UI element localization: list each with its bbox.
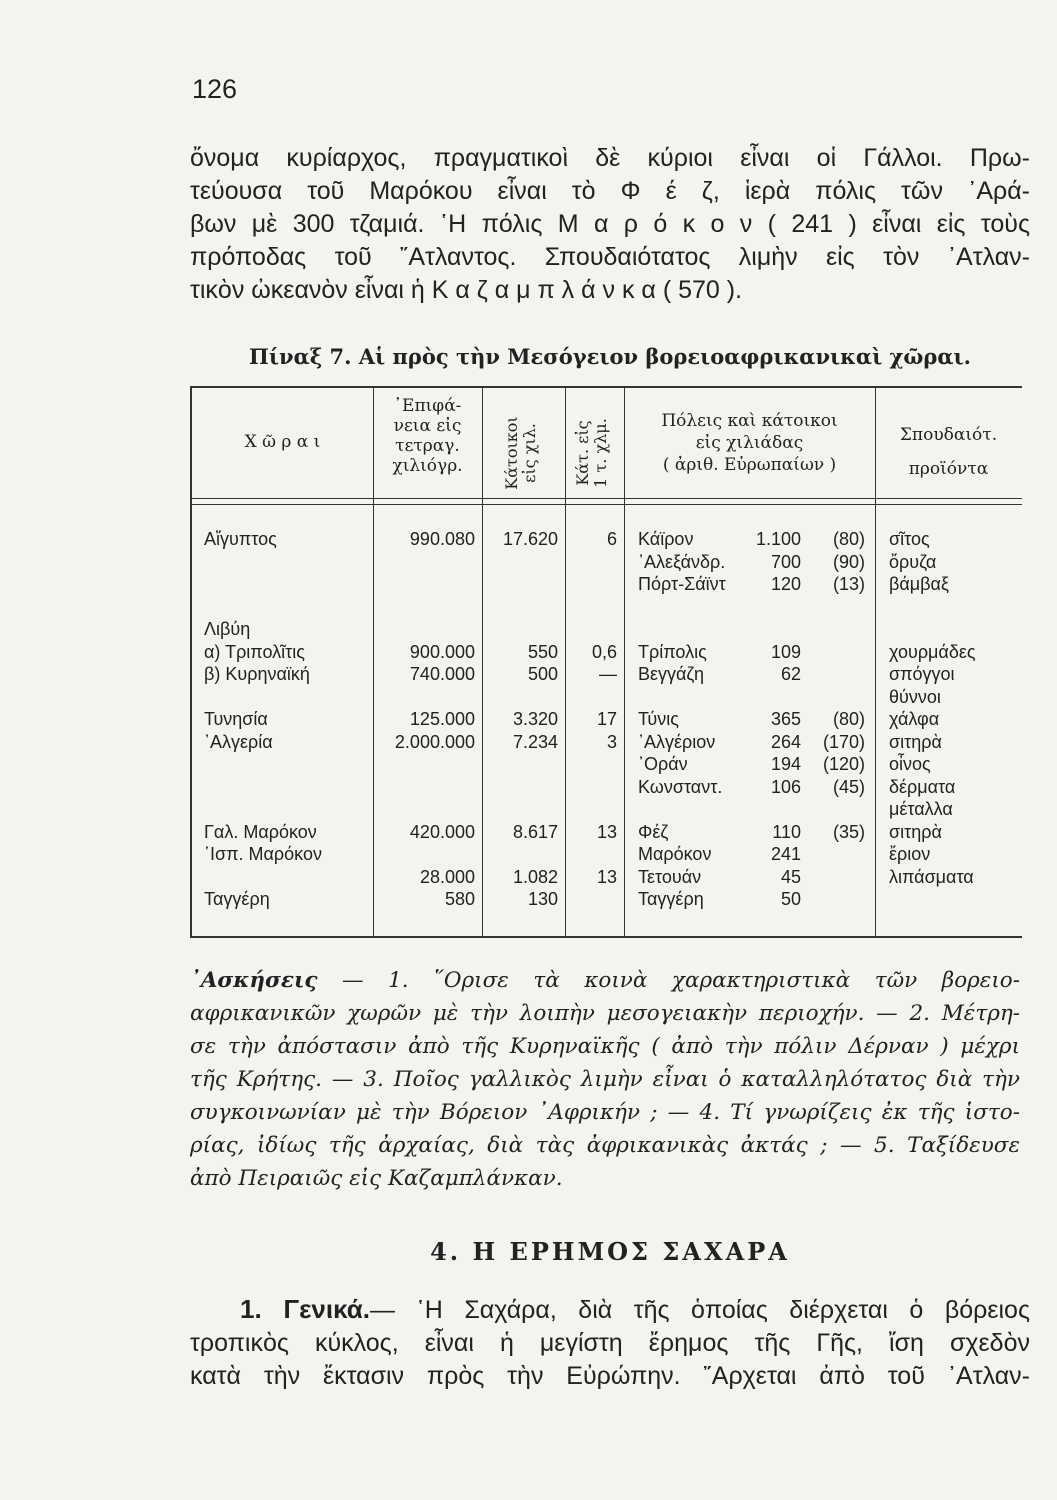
header-population: Κάτοικοι εἰς χιλ. <box>502 416 539 490</box>
city-population-column: 1.100 700 120 109 62 365 264 194 106 110 241 45 50 <box>755 529 801 909</box>
header-area: ᾿Επιφά- νεια εἰς τετραγ. χιλιόγρ. <box>392 396 463 476</box>
country-column: Αἴγυπτος Λιβύη α) Τριπολῖτις β) Κυρηναϊκή Τυνησία ᾿Αλγερία Γαλ. Μαρόκον ῾Ισπ. Μαρόκον Ταγγέρη <box>204 529 322 909</box>
exercise-line: συγκοινωνίαν μὲ τὴν Βόρειον ᾿Αφρικήν ; — 4. Τί γνωρίζεις ἐκ τῆς ἱστο- <box>190 1100 1020 1125</box>
density-column: 6 0,6 — 17 3 13 13 <box>591 529 617 887</box>
area-column: 990.080 900.000 740.000 125.000 2.000.000 420.000 28.000 580 <box>394 529 475 909</box>
exercise-line: ἀπὸ Πειραιῶς εἰς Καζαμπλάνκαν. <box>190 1166 563 1191</box>
population-column: 17.620 550 500 3.320 7.234 8.617 1.082 130 <box>502 529 558 909</box>
exercises-section <box>190 964 1020 1195</box>
header-products: Σπουδαιότ. προϊόντα <box>899 425 998 479</box>
text-line: τικὸν ὠκεανὸν εἶναι ἡ Κ α ζ α μ π λ ά ν κ α ( 570 ). <box>190 276 743 304</box>
paragraph-sahara-intro <box>190 1293 1030 1393</box>
text-line: βων μὲ 300 τζαμιά. ῾Η πόλις Μ α ρ ό κ ο ν ( 241 ) εἶναι εἰς τοὺς <box>190 210 1030 238</box>
paragraph-morocco <box>190 142 1030 307</box>
header-density: Κάτ. εἰς 1 τ. χλμ. <box>573 418 610 488</box>
exercise-line: αφρικανικῶν χωρῶν μὲ τὴν λοιπὴν μεσογειακὴν περιοχήν. — 2. Μέτρη- <box>190 1001 1020 1026</box>
header-cities: Πόλεις καὶ κάτοικοι εἰς χιλιάδας ( ἀριθ. Εὐρωπαίων ) <box>661 411 838 475</box>
exercises-title: ᾿Ασκήσεις <box>190 968 318 993</box>
table-caption: Πίναξ 7. Αἱ πρὸς τὴν Μεσόγειον βορειοαφρικανικαὶ χῶραι. <box>249 344 971 369</box>
text-line: τεύουσα τοῦ Μαρόκου εἶναι τὸ Φ έ ζ, ἱερὰ πόλις τῶν ᾿Αρά- <box>190 177 1030 205</box>
countries-table <box>190 386 1022 938</box>
products-column: σῖτος ὄρυζα βάμβαξ χουρμάδες σπόγγοι θύννοι χάλφα σιτηρὰ οἶνος δέρματα μέταλλα σιτηρὰ ἔριον λιπάσματα <box>889 529 976 887</box>
text-line: 1. Γενικά.— ῾Η Σαχάρα, διὰ τῆς ὁποίας διέρχεται ὁ βόρειος <box>240 1294 1030 1324</box>
intro-label: 1. Γενικά. <box>240 1294 370 1324</box>
city-name-column: Κάϊρον ᾿Αλεξάνδρ. Πόρτ-Σάϊντ Τρίπολις Βεγγάζη Τύνις ᾿Αλγέριον ᾿Οράν Κωνσταντ. Φέζ Μαρόκον Τετουάν Ταγγέρη <box>638 529 726 909</box>
header-countries: Χ ῶ ρ α ι <box>244 432 321 452</box>
text-line: ὄνομα κυρίαρχος, πραγματικοὶ δὲ κύριοι εἶναι οἱ Γάλλοι. Πρω- <box>190 144 1030 172</box>
city-europeans-column: (80) (90) (13) (80) (170) (120) (45) (35) <box>822 529 865 842</box>
exercise-line: ρίας, ἰδίως τῆς ἀρχαίας, διὰ τὰς ἀφρικανικὰς ἀκτάς ; — 5. Ταξίδευσε <box>190 1133 1020 1158</box>
exercise-line: ᾿Ασκήσεις — 1. ῞Ορισε τὰ κοινὰ χαρακτηριστικὰ τῶν βορειο- <box>190 968 1020 993</box>
text-line: πρόποδας τοῦ ῎Ατλαντος. Σπουδαιότατος λιμὴν εἰς τὸν ᾿Ατλαν- <box>190 243 1030 271</box>
text-line: κατὰ τὴν ἔκτασιν πρὸς τὴν Εὐρώπην. ῎Αρχεται ἀπὸ τοῦ ᾿Ατλαν- <box>190 1362 1030 1390</box>
text-line: τροπικὸς κύκλος, εἶναι ἡ μεγίστη ἔρημος τῆς Γῆς, ἴση σχεδὸν <box>190 1329 1030 1357</box>
section-heading: 4. Η ΕΡΗΜΟΣ ΣΑΧΑΡΑ <box>430 1237 790 1266</box>
exercise-line: τῆς Κρήτης. — 3. Ποῖος γαλλικὸς λιμὴν εἶναι ὁ καταλληλότατος διὰ τὴν <box>190 1067 1020 1092</box>
page-number: 126 <box>192 74 238 104</box>
exercise-line: σε τὴν ἀπόστασιν ἀπὸ τῆς Κυρηναϊκῆς ( ἀπὸ τὴν πόλιν Δέρναν ) μέχρι <box>190 1034 1020 1059</box>
